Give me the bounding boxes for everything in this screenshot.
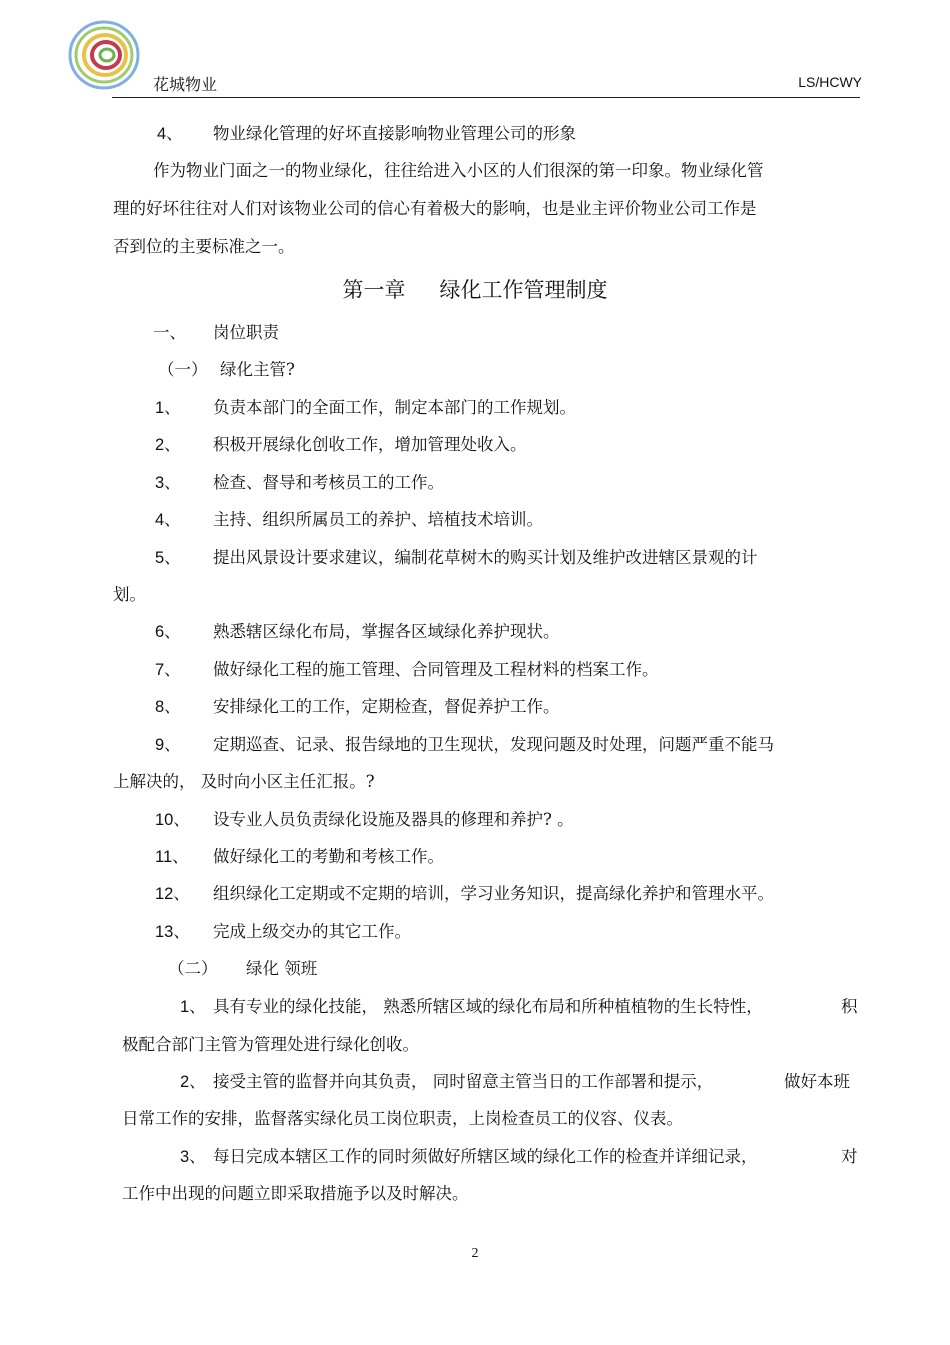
subsection-title: 绿化 领班	[246, 959, 318, 978]
chapter-title	[0, 278, 950, 302]
duty-number: 3、	[155, 474, 181, 492]
duty-number: 11、	[155, 848, 189, 866]
duty-text: 做好绿化工程的施工管理、合同管理及工程材料的档案工作。	[213, 660, 659, 679]
chapter-number: 第一章	[342, 278, 406, 302]
duty-number: 12、	[155, 885, 190, 903]
subsection-number: （一）	[158, 360, 208, 379]
duty-number: 8、	[155, 698, 181, 716]
leader-duty-text-tail: 对	[841, 1147, 858, 1166]
section-number: 一、	[153, 323, 186, 342]
duty-text: 负责本部门的全面工作，制定本部门的工作规划。	[213, 398, 576, 417]
leader-duty-number: 2、	[180, 1073, 206, 1091]
duty-text: 组织绿化工定期或不定期的培训，学习业务知识，提高绿化养护和管理水平。	[213, 884, 774, 903]
leader-duty-text-tail: 做好本班	[784, 1072, 850, 1091]
duty-text: 检查、督导和考核员工的工作。	[213, 473, 444, 492]
chapter-name: 绿化工作管理制度	[439, 278, 608, 302]
leader-duty-text: 具有专业的绿化技能， 熟悉所辖区域的绿化布局和所种植植物的生长特性，	[213, 997, 763, 1016]
page-number: 2	[471, 1246, 479, 1261]
subsection-title: 绿化主管?	[220, 360, 295, 379]
intro-paragraph-line: 理的好坏往往对人们对该物业公司的信心有着极大的影响，也是业主评价物业公司工作是	[113, 199, 757, 218]
leader-duty-text-continued: 极配合部门主管为管理处进行绿化创收。	[122, 1035, 419, 1054]
section-title: 岗位职责	[213, 323, 279, 342]
company-name: 花城物业	[153, 75, 218, 94]
intro-paragraph-line: 否到位的主要标准之一。	[113, 237, 295, 256]
duty-text: 做好绿化工的考勤和考核工作。	[213, 847, 444, 866]
intro-number: 4、	[157, 125, 183, 143]
duty-number: 5、	[155, 549, 181, 567]
subsection-number: （二）	[168, 959, 218, 978]
duty-text-continued: 上解决的， 及时向小区主任汇报。?	[113, 772, 375, 791]
duty-text: 主持、组织所属员工的养护、培植技术培训。	[213, 510, 543, 529]
leader-duty-text-tail: 积	[841, 997, 858, 1016]
duty-text: 定期巡查、记录、报告绿地的卫生现状，发现问题及时处理，问题严重不能马	[213, 735, 774, 754]
duty-text: 设专业人员负责绿化设施及器具的修理和养护? 。	[213, 810, 574, 829]
leader-duty-text-continued: 日常工作的安排，监督落实绿化员工岗位职责，上岗检查员工的仪容、仪表。	[122, 1109, 683, 1128]
leader-duty-text: 接受主管的监督并向其负责， 同时留意主管当日的工作部署和提示，	[213, 1072, 714, 1091]
duty-text: 安排绿化工的工作，定期检查，督促养护工作。	[213, 697, 560, 716]
company-logo	[64, 18, 144, 92]
duty-text: 积极开展绿化创收工作，增加管理处收入。	[213, 435, 527, 454]
duty-number: 9、	[155, 736, 181, 754]
duty-number: 2、	[155, 436, 181, 454]
leader-duty-text-continued: 工作中出现的问题立即采取措施予以及时解决。	[122, 1184, 469, 1203]
duty-number: 7、	[155, 661, 181, 679]
leader-duty-text: 每日完成本辖区工作的同时须做好所辖区域的绿化工作的检查并详细记录，	[213, 1147, 758, 1166]
intro-heading: 物业绿化管理的好坏直接影响物业管理公司的形象	[213, 124, 576, 143]
duty-number: 13、	[155, 923, 190, 941]
duty-text: 熟悉辖区绿化布局，掌握各区域绿化养护现状。	[213, 622, 560, 641]
intro-paragraph-line: 作为物业门面之一的物业绿化，往往给进入小区的人们很深的第一印象。物业绿化管	[153, 161, 764, 180]
duty-number: 1、	[155, 399, 181, 417]
duty-text-continued: 划。	[113, 585, 146, 604]
duty-number: 10、	[155, 811, 190, 829]
leader-duty-number: 3、	[180, 1148, 206, 1166]
header-divider	[112, 97, 860, 98]
duty-number: 6、	[155, 623, 181, 641]
duty-text: 提出风景设计要求建议，编制花草树木的购买计划及维护改进辖区景观的计	[213, 548, 758, 567]
duty-text: 完成上级交办的其它工作。	[213, 922, 411, 941]
duty-number: 4、	[155, 511, 181, 529]
leader-duty-number: 1、	[180, 998, 206, 1016]
document-code: LS/HCWY	[798, 74, 862, 90]
